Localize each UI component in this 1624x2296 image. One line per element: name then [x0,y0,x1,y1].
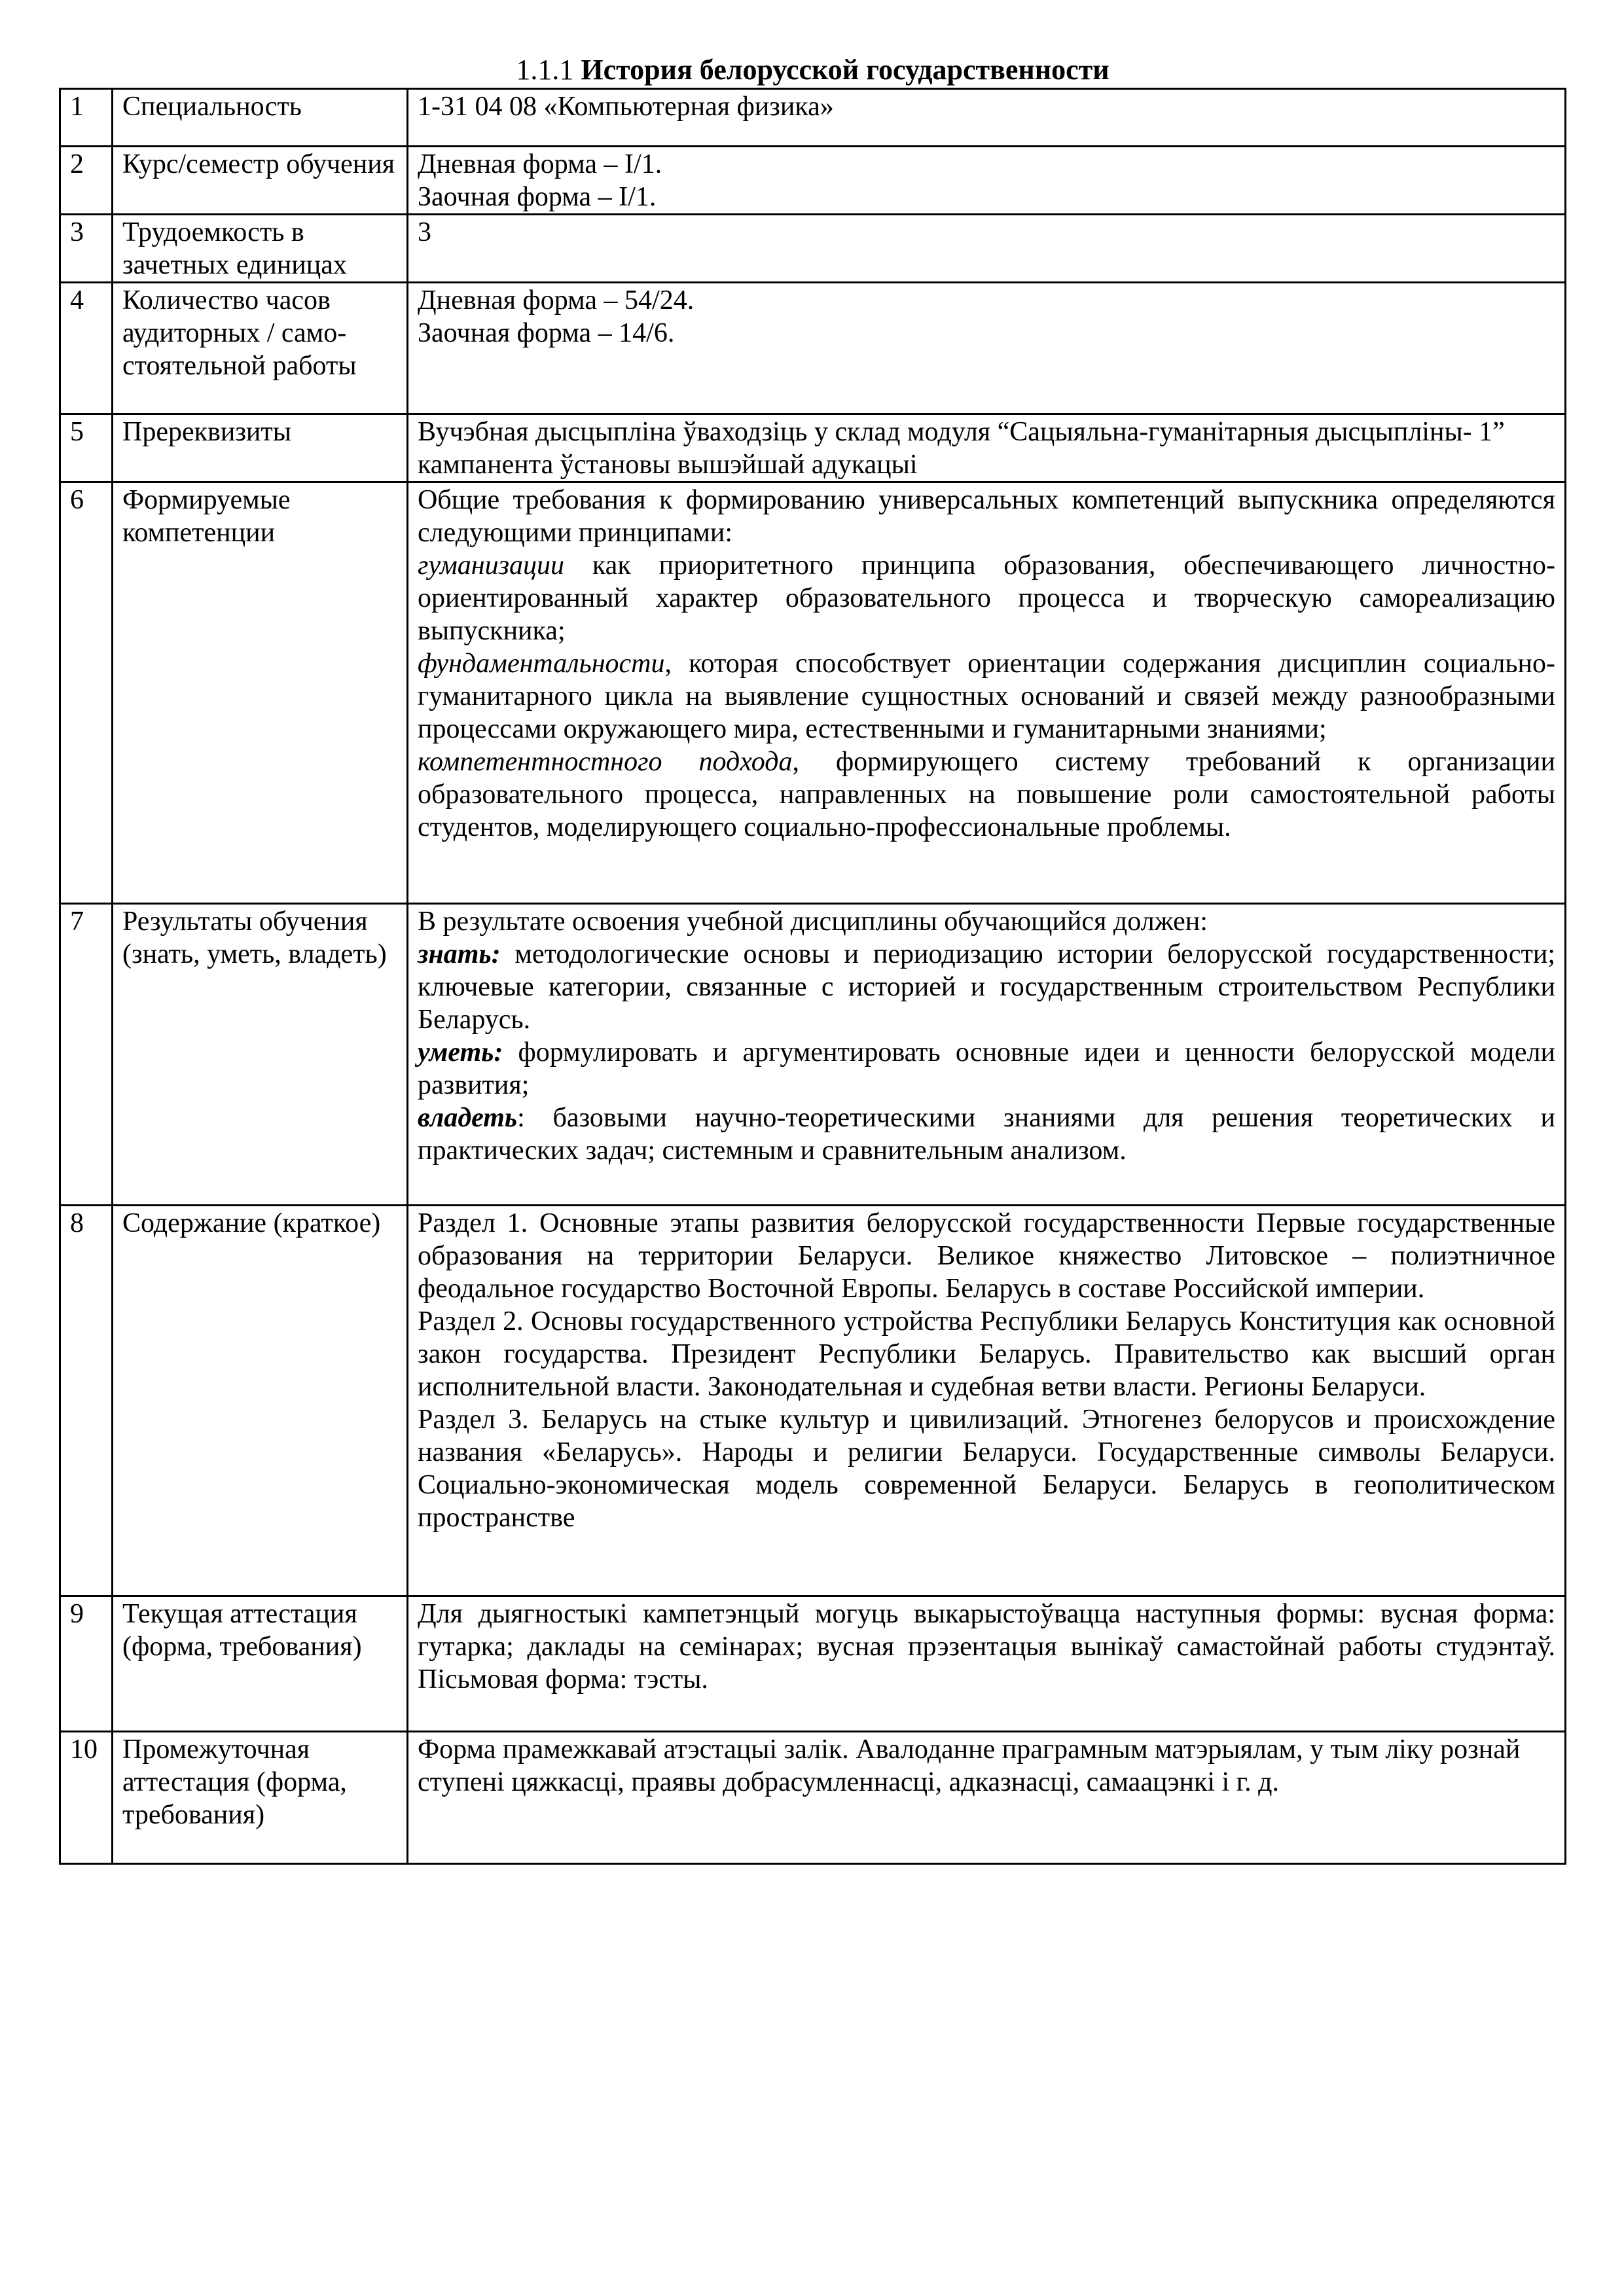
principle-text: , которая способствует ориентации содержания дисциплин социально-гуманитарного цикла на выявление сущностных оснований и связей между разнообразными процессами окружающего мира, естественными и гуманитарными знаниями; [418,649,1555,744]
row-label: Текущая аттестация (форма, требования) [113,1596,408,1732]
value-line: Дневная форма – 54/24. [418,285,695,315]
value-line: Дневная форма – I/1. [418,149,662,179]
outcome-term: знать: [418,939,501,969]
row-number: 8 [60,1206,113,1596]
value-line: Заочная форма – I/1. [418,182,657,212]
outcome-item [418,1036,1555,1102]
outcome-term: владеть [418,1103,518,1133]
row-label: Результаты обучения (знать, уметь, владеть) [113,904,408,1206]
table-row [60,283,1566,414]
principle-item [418,745,1555,844]
principle-term: фундаментальности [418,649,665,679]
row-label: Промежуточная аттестация (форма, требования) [113,1732,408,1864]
outcomes-intro: В результате освоения учебной дисциплины обучающийся должен: [418,906,1208,937]
row-value: Вучэбная дысцыпліна ўваходзіць у склад модуля “Сацыяльна-гуманітарныя дысцыпліны- 1” кампанента ўстановы вышэйшай адукацыі [408,414,1566,482]
value-line: Заочная форма – 14/6. [418,318,675,348]
table-row [60,1596,1566,1732]
outcome-text: : базовыми научно-теоретическими знаниями для решения теоретических и практических задач; системным и сравнительным анализом. [418,1103,1555,1166]
row-label: Содержание (краткое) [113,1206,408,1596]
row-number: 6 [60,482,113,904]
row-label: Формируемые компетенции [113,482,408,904]
row-value [408,904,1566,1206]
table-row [60,1206,1566,1596]
table-row [60,482,1566,904]
row-value [408,1206,1566,1596]
row-value [408,283,1566,414]
section-number: 1.1.1 [516,54,574,86]
row-value: Форма прамежкавай атэстацыі залік. Авалоданне праграмным матэрыялам, у тым ліку рознай ступені цяжкасці, праявы добрасумленнасці, адказнасці, самаацэнкі і г. д. [408,1732,1566,1864]
table-row [60,89,1566,147]
row-number: 1 [60,89,113,147]
row-number: 3 [60,215,113,283]
content-section: Раздел 3. Беларусь на стыке культур и цивилизаций. Этногенез белорусов и происхождение названия «Беларусь». Народы и религии Беларуси. Государственные символы Беларуси. Социально-экономическая модель современной Беларуси. Беларусь в геополитическом пространстве [418,1405,1555,1533]
principle-item [418,647,1555,745]
row-value: 3 [408,215,1566,283]
row-number: 10 [60,1732,113,1864]
document-title [59,54,1566,86]
row-label: Курс/семестр обучения [113,147,408,215]
principle-text: как приоритетного принципа образования, обеспечивающего личностно-ориентированный характер образовательного процесса и творческую самореализацию выпускника; [418,550,1555,646]
table-row [60,147,1566,215]
outcome-item [418,1102,1555,1167]
table-row [60,215,1566,283]
principle-text: , формирующего систему требований к организации образовательного процесса, направленных на повышение роли самостоятельной работы студентов, моделирующего социально-профессиональные проблемы. [418,747,1555,842]
row-number: 5 [60,414,113,482]
row-value: 1-31 04 08 «Компьютерная физика» [408,89,1566,147]
outcome-text: формулировать и аргументировать основные идеи и ценности белорусской модели развития; [418,1037,1555,1100]
principle-item [418,549,1555,647]
table-row [60,904,1566,1206]
outcome-item [418,938,1555,1036]
row-label: Трудоемкость в зачетных единицах [113,215,408,283]
row-value: Для дыягностыкі кампетэнцый могуць выкарыстоўвацца наступныя формы: вусная форма: гутарка; даклады на семінарах; вусная прэзентацыя вынікаў самастойнай работы студэнтаў. Пісьмовая форма: тэсты. [408,1596,1566,1732]
row-label: Пререквизиты [113,414,408,482]
principle-term: компетентностного подхода [418,747,793,777]
content-section: Раздел 2. Основы государственного устройства Республики Беларусь Конституция как основной закон государства. Президент Республики Беларусь. Правительство как высший орган исполнительной власти. Законодательная и судебная ветви власти. Регионы Беларуси. [418,1306,1555,1402]
outcome-term: уметь: [418,1037,503,1067]
row-value [408,482,1566,904]
row-number: 4 [60,283,113,414]
outcome-text: методологические основы и периодизацию истории белорусской государственности; ключевые категории, связанные с историей и государственным строительством Республики Беларусь. [418,939,1555,1035]
row-value [408,147,1566,215]
row-number: 7 [60,904,113,1206]
row-number: 9 [60,1596,113,1732]
row-number: 2 [60,147,113,215]
competencies-intro: Общие требования к формированию универсальных компетенций выпускника определяются следующими принципами: [418,485,1555,548]
row-label: Количество часов аудиторных / само-стоятельной работы [113,283,408,414]
principle-term: гуманизации [418,550,565,581]
title-text: История белорусской государственности [581,54,1110,86]
content-section: Раздел 1. Основные этапы развития белорусской государственности Первые государственные образования на территории Беларуси. Великое княжество Литовское – полиэтничное феодальное государство Восточной Европы. Беларусь в составе Российской империи. [418,1208,1555,1304]
table-row [60,1732,1566,1864]
row-label: Специальность [113,89,408,147]
course-info-table [59,88,1566,1865]
table-row [60,414,1566,482]
